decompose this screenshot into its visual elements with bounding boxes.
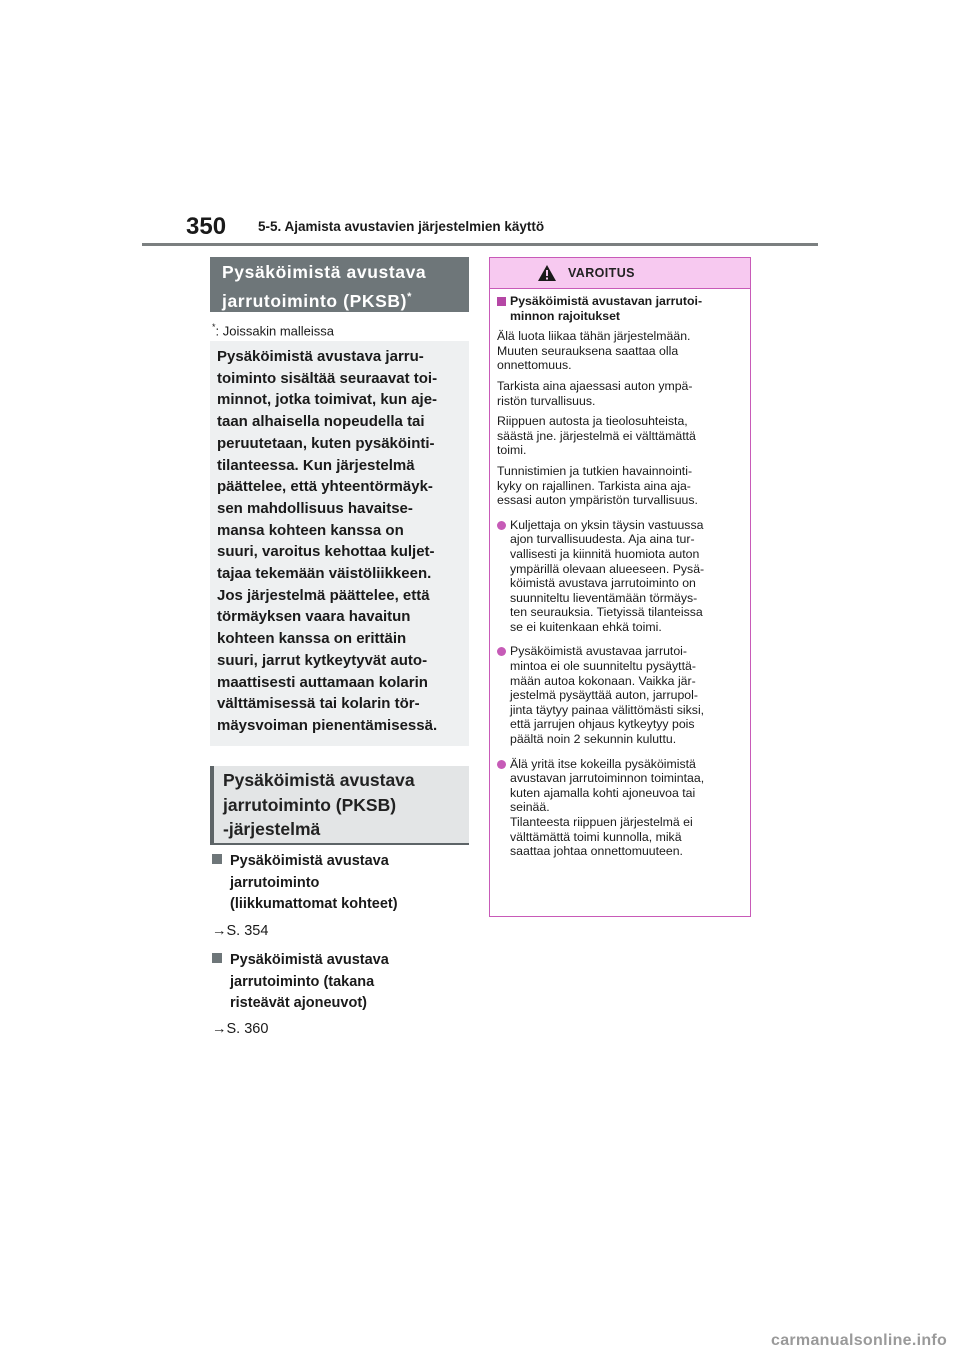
warning-paragraph-line: ristön turvallisuus.	[497, 393, 596, 408]
round-bullet-icon	[497, 521, 506, 530]
intro-line: päättelee, että yhteentörmäyk-	[217, 478, 433, 496]
intro-line: sen mahdollisuus havaitse-	[217, 499, 413, 517]
intro-line: Pysäköimistä avustava jarru-	[217, 348, 424, 365]
round-bullet-icon	[497, 647, 506, 656]
warning-bullet-line: se ei kuitenkaan ehkä toimi.	[510, 619, 662, 634]
item-title-line: risteävät ajoneuvot)	[230, 995, 367, 1011]
warning-bullet-line: ajon turvallisuudesta. Aja aina tur-	[510, 532, 695, 547]
warning-paragraph-line: säästä jne. järjestelmä ei välttämättä	[497, 428, 696, 443]
warning-paragraph	[497, 379, 750, 408]
warning-triangle-icon	[537, 264, 557, 282]
intro-line: minnot, jotka toimivat, kun aje-	[217, 391, 438, 409]
main-title-asterisk: *	[407, 291, 412, 303]
warning-label: VAROITUS	[568, 266, 635, 280]
square-bullet-icon	[212, 953, 222, 963]
footnote-text: : Joissakin malleissa	[215, 323, 335, 339]
warning-bullet-line: saattaa johtaa onnettomuuteen.	[510, 844, 683, 859]
watermark: carmanualsonline.info	[771, 1332, 948, 1349]
page-reference-link[interactable]: →S. 360	[212, 1021, 269, 1037]
subsection-heading	[210, 766, 469, 845]
warning-bullet-line: avustavan jarrutoiminnon toimintaa,	[510, 771, 705, 786]
warning-paragraph-line: Tunnistimien ja tutkien havainnointi-	[497, 463, 693, 478]
intro-line: suuri, jarrut kytkeytyvät auto-	[217, 651, 428, 669]
intro-line: mansa kohteen kanssa on	[217, 521, 404, 539]
warning-paragraph	[497, 464, 750, 508]
warning-bullet-line: jestelmä pysäyttää auton, jarrupol-	[510, 688, 698, 703]
warning-paragraph-line: toimi.	[497, 443, 527, 458]
intro-line: maattisesti auttamaan kolarin	[217, 673, 428, 691]
warning-title-line: Pysäköimistä avustavan jarrutoi-	[510, 294, 703, 308]
item-title-cross-traffic	[212, 950, 389, 1011]
warning-bullet	[497, 757, 750, 859]
intro-line: Jos järjestelmä päättelee, että	[217, 586, 430, 604]
warning-bullet-line: suunniteltu lieventämään törmäys-	[510, 590, 698, 605]
warning-bullet-line: että jarrujen ohjaus kytkeytyy pois	[510, 717, 695, 732]
warning-bullet	[497, 644, 750, 746]
main-title	[210, 257, 469, 312]
main-title-line-1: Pysäköimistä avustava	[222, 262, 427, 282]
warning-title-line: minnon rajoitukset	[510, 308, 620, 323]
warning-paragraph-line: kyky on rajallinen. Tarkista aina aja-	[497, 478, 691, 493]
subsection-heading-line: -järjestelmä	[223, 819, 321, 839]
item-title-line: (liikkumattomat kohteet)	[230, 896, 398, 912]
warning-paragraph-line: essasi auton ympäristön turvallisuus.	[497, 493, 698, 508]
warning-bullet-line: ten seurauksia. Tietyissä tilanteissa	[510, 605, 703, 620]
intro-box	[210, 341, 469, 746]
warning-bullet-line: vallisesti ja kiinnitä huomiota auton	[510, 546, 700, 561]
warning-title	[497, 294, 750, 323]
subsection-heading-line: Pysäköimistä avustava	[223, 770, 415, 790]
warning-paragraph-line: onnettomuus.	[497, 358, 572, 373]
intro-line: peruutetaan, kuten pysäköinti-	[217, 434, 435, 452]
intro-line: tajaa tekemään väistöliikkeen.	[217, 565, 432, 583]
main-title-line-2	[222, 285, 469, 314]
square-bullet-icon	[212, 854, 222, 864]
warning-bullet-line: mintoa ei ole suunniteltu pysäyttä-	[510, 659, 696, 674]
round-bullet-icon	[497, 760, 506, 769]
warning-paragraph	[497, 329, 750, 373]
warning-bullet-line: kuten ajamalla kohti ajoneuvoa tai	[510, 785, 696, 800]
warning-bullet-line: välttämättä toimi kunnolla, mikä	[510, 829, 682, 844]
warning-paragraph	[497, 414, 750, 458]
warning-bullet-line: Kuljettaja on yksin täysin vastuussa	[510, 517, 704, 532]
warning-paragraph-line: Älä luota liikaa tähän järjestelmään.	[497, 329, 691, 344]
item-title-line: Pysäköimistä avustava	[230, 952, 389, 968]
intro-line: suuri, varoitus kehottaa kuljet-	[217, 543, 435, 561]
warning-box	[489, 257, 751, 917]
intro-line: kohteen kanssa on erittäin	[217, 630, 407, 648]
section-header: 5-5. Ajamista avustavien järjestelmien käyttö	[258, 219, 545, 234]
intro-line: välttämisessä tai kolarin tör-	[217, 695, 420, 713]
item-title-line: jarrutoiminto	[230, 874, 320, 891]
footnote	[212, 322, 334, 338]
warning-paragraph-line: Muuten seurauksena saattaa olla	[497, 343, 679, 358]
warning-bullet	[497, 518, 750, 635]
warning-header	[490, 258, 750, 289]
warning-bullet-line: jinta täytyy painaa välittömästi siksi,	[510, 702, 705, 717]
square-bullet-icon	[497, 297, 506, 306]
warning-bullet-line: Pysäköimistä avustavaa jarrutoi-	[510, 644, 688, 659]
subsection-heading-line: jarrutoiminto (PKSB)	[223, 794, 397, 815]
warning-bullet-line: päältä noin 2 sekunnin kuluttu.	[510, 732, 677, 747]
header-divider	[142, 243, 818, 246]
page-reference-link[interactable]: →S. 354	[212, 923, 269, 939]
warning-bullet-line: seinää.	[510, 800, 550, 815]
warning-bullet-line: mään autoa kokonaan. Vaikka jär-	[510, 673, 696, 688]
item-title-stationary	[212, 851, 398, 912]
warning-bullet-line: köimistä avustava jarrutoiminto on	[510, 576, 696, 591]
intro-line: mäysvoiman pienentämisessä.	[217, 716, 438, 734]
warning-paragraph-line: Tarkista aina ajaessasi auton ympä-	[497, 378, 693, 393]
item-title-line: jarrutoiminto (takana	[230, 973, 375, 990]
intro-line: tilanteessa. Kun järjestelmä	[217, 456, 415, 474]
warning-bullet-line: Tilanteesta riippuen järjestelmä ei	[510, 815, 693, 829]
page-number: 350	[186, 213, 227, 240]
footnote-asterisk: *	[212, 322, 216, 332]
intro-line: törmäyksen vaara havaitun	[217, 608, 411, 626]
item-title-line: Pysäköimistä avustava	[230, 853, 389, 869]
main-title-line-2-text: jarrutoiminto (PKSB)	[222, 290, 408, 311]
warning-bullet-line: Älä yritä itse kokeilla pysäköimistä	[510, 756, 696, 771]
intro-line: toiminto sisältää seuraavat toi-	[217, 369, 438, 387]
warning-body	[490, 289, 750, 859]
intro-line: taan alhaisella nopeudella tai	[217, 413, 425, 431]
warning-paragraph-line: Riippuen autosta ja tieolosuhteista,	[497, 414, 688, 429]
warning-bullet-line: ympärillä olevaan alueeseen. Pysä-	[510, 561, 705, 576]
